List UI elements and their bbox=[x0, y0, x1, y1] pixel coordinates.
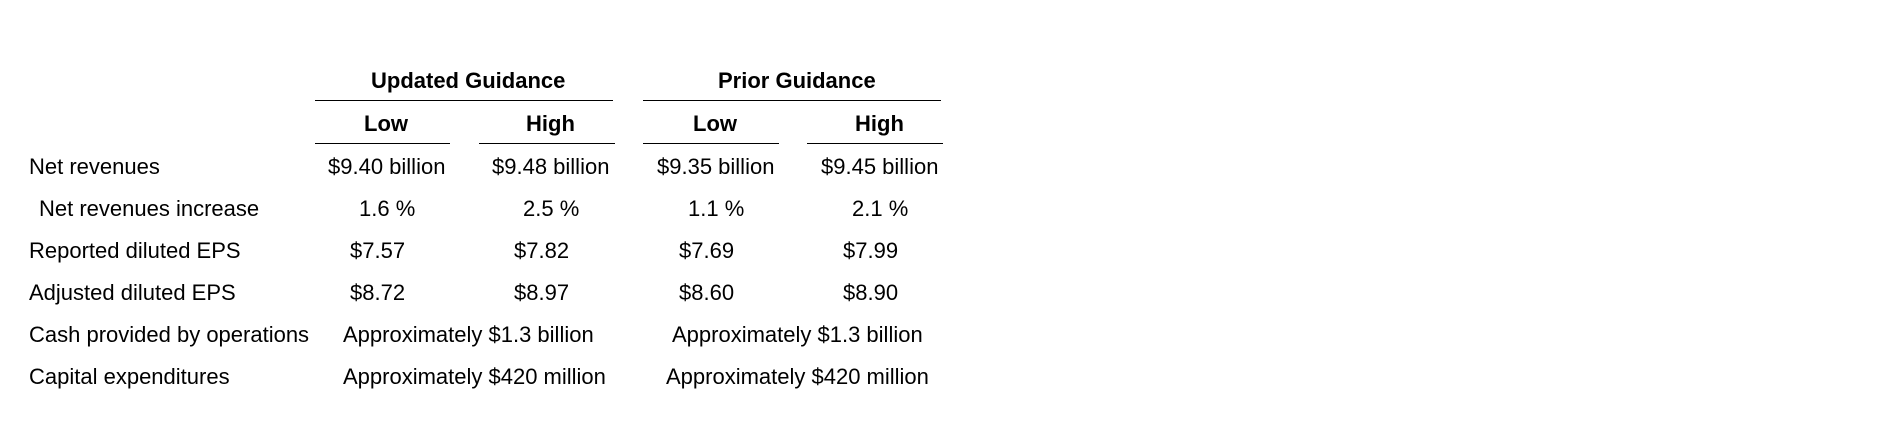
table-cell: $7.82 bbox=[514, 238, 570, 263]
table-cell: Approximately $1.3 billion bbox=[343, 322, 594, 347]
row-label-net-revenues-increase: Net revenues increase bbox=[39, 196, 260, 221]
table-cell: $8.90 bbox=[843, 280, 899, 305]
row-label-capital-expenditures: Capital expenditures bbox=[29, 364, 230, 389]
table-cell: $9.35 billion bbox=[657, 154, 775, 179]
table-cell: Approximately $1.3 billion bbox=[672, 322, 923, 347]
prior-guidance-header: Prior Guidance bbox=[718, 68, 876, 93]
table-cell: $7.99 bbox=[843, 238, 899, 263]
table-cell: $8.60 bbox=[679, 280, 735, 305]
prior-low-rule bbox=[643, 143, 779, 144]
updated-high-rule bbox=[479, 143, 615, 144]
table-cell: Approximately $420 million bbox=[666, 364, 929, 389]
row-label-adjusted-diluted-eps: Adjusted diluted EPS bbox=[29, 280, 236, 305]
prior-low-header: Low bbox=[693, 111, 737, 136]
row-label-cash-provided-by-operations: Cash provided by operations bbox=[29, 322, 310, 347]
prior-high-header: High bbox=[855, 111, 904, 136]
table-cell: 2.5 % bbox=[523, 196, 580, 221]
table-cell: 1.1 % bbox=[688, 196, 745, 221]
updated-low-rule bbox=[315, 143, 450, 144]
updated-guidance-header: Updated Guidance bbox=[371, 68, 566, 93]
table-cell: 1.6 % bbox=[359, 196, 416, 221]
prior-high-rule bbox=[807, 143, 943, 144]
table-cell: $7.69 bbox=[679, 238, 735, 263]
prior-guidance-rule bbox=[643, 100, 941, 101]
table-cell: $7.57 bbox=[350, 238, 406, 263]
updated-guidance-rule bbox=[315, 100, 613, 101]
table-cell: $9.40 billion bbox=[328, 154, 446, 179]
table-cell: $9.48 billion bbox=[492, 154, 610, 179]
table-cell: $8.72 bbox=[350, 280, 406, 305]
table-cell: $9.45 billion bbox=[821, 154, 939, 179]
table-cell: $8.97 bbox=[514, 280, 570, 305]
row-label-reported-diluted-eps: Reported diluted EPS bbox=[29, 238, 241, 263]
table-cell: 2.1 % bbox=[852, 196, 909, 221]
row-label-net-revenues: Net revenues bbox=[29, 154, 160, 179]
updated-high-header: High bbox=[526, 111, 575, 136]
table-cell: Approximately $420 million bbox=[343, 364, 606, 389]
updated-low-header: Low bbox=[364, 111, 408, 136]
